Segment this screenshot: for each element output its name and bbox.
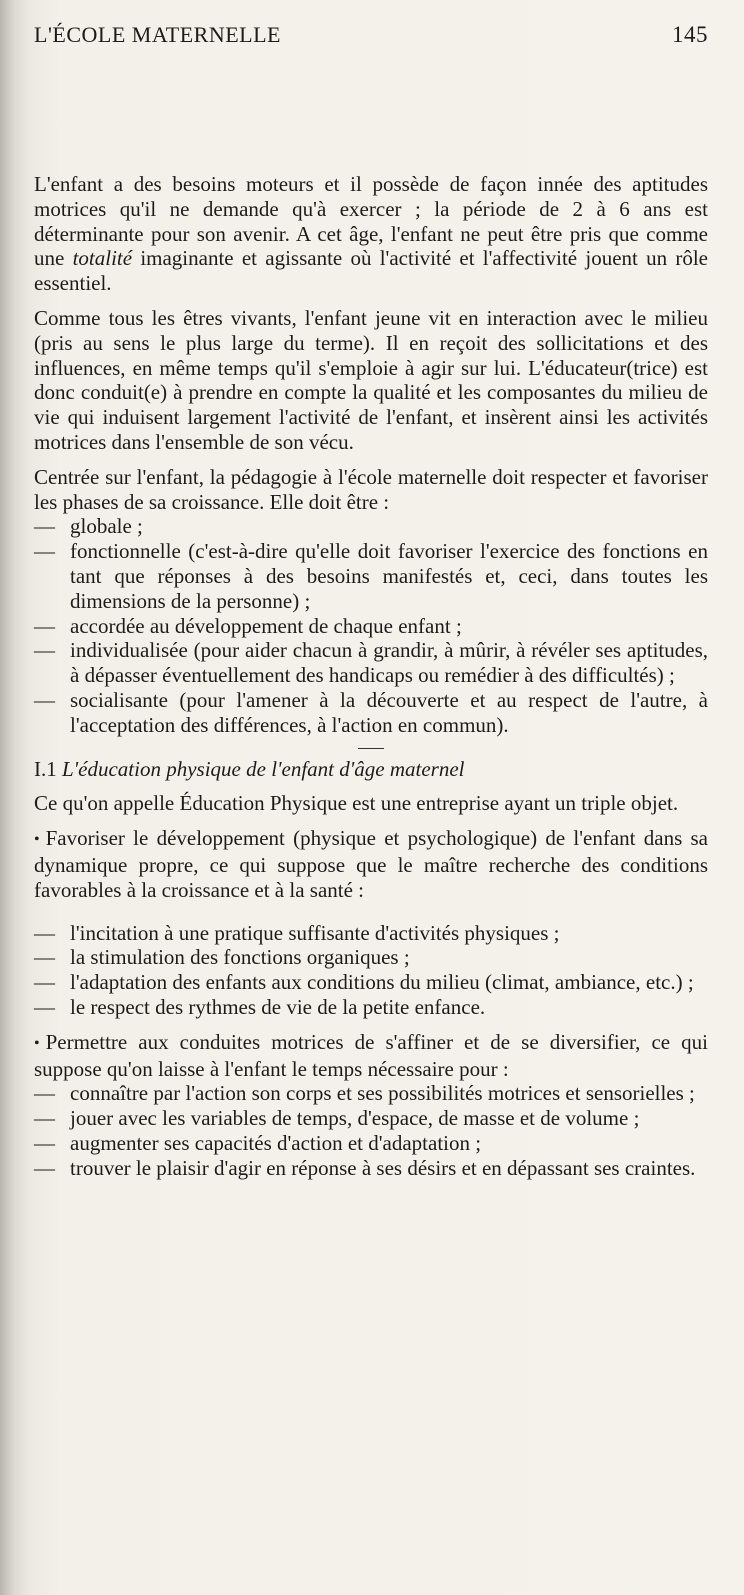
paragraph-1-part-a: L'enfant a des besoins moteurs et il possède de façon innée des aptitudes motrices qu'il ne demande qu'à exercer ; la période de 2 à 6 ans est déterminante pour son avenir. A cet âge, l'enfant ne peut être pris que comme une xyxy=(34,172,708,271)
list-item: — jouer avec les variables de temps, d'espace, de masse et de volume ; xyxy=(34,1106,708,1131)
list-item: — augmenter ses capacités d'action et d'adaptation ; xyxy=(34,1131,708,1156)
separator-rule xyxy=(358,748,384,749)
list-item: — globale ; xyxy=(34,514,708,539)
section-heading xyxy=(34,757,708,782)
bullet-dot-icon: • xyxy=(34,1034,40,1052)
list-item: — accordée au développement de chaque enfant ; xyxy=(34,614,708,639)
section-intro: Ce qu'on appelle Éducation Physique est une entreprise ayant un triple objet. xyxy=(34,791,679,816)
bullet-paragraph-2 xyxy=(34,1030,708,1082)
section-title: L'éducation physique de l'enfant d'âge maternel xyxy=(62,756,465,781)
pedagogy-list xyxy=(34,514,708,737)
section-number: I.1 xyxy=(34,756,57,781)
page-header xyxy=(34,0,708,48)
health-conditions-list xyxy=(34,921,708,1020)
bullet-paragraph-1 xyxy=(34,826,708,902)
paragraph-1-emphasis: totalité xyxy=(72,246,133,271)
bullet-paragraph-1-text: Favoriser le développement (physique et psychologique) de l'enfant dans sa dynamique propre, ce qui suppose que le maître recherche des conditions favorables à la croissance et à la santé : xyxy=(34,826,708,902)
running-title: L'ÉCOLE MATERNELLE xyxy=(34,22,281,47)
bullet-dot-icon: • xyxy=(34,831,40,849)
paragraph-2: Comme tous les êtres vivants, l'enfant jeune vit en interaction avec le milieu (pris au sens le plus large du terme). Il en reçoit des sollicitations et des influences, en même temps qu'il s'emploie à agir sur lui. L'éducateur(trice) est donc conduit(e) à prendre en compte la qualité et les composantes du milieu de vie qui induisent largement l'activité de l'enfant, et insèrent ainsi les activités motrices dans l'ensemble de son vécu. xyxy=(34,305,708,454)
page-body xyxy=(34,172,708,1180)
motor-conduct-list xyxy=(34,1081,708,1180)
paragraph-1-part-b: imaginante et agissante où l'activité et l'affectivité jouent un rôle essentiel. xyxy=(34,246,708,296)
paragraph-3: Centrée sur l'enfant, la pédagogie à l'école maternelle doit respecter et favoriser les phases de sa croissance. Elle doit être : xyxy=(34,464,708,514)
list-item: — l'incitation à une pratique suffisante d'activités physiques ; xyxy=(34,921,708,946)
list-item: — trouver le plaisir d'agir en réponse à ses désirs et en dépassant ses craintes. xyxy=(34,1156,708,1181)
list-item: — connaître par l'action son corps et ses possibilités motrices et sensorielles ; xyxy=(34,1081,708,1106)
list-item: — l'adaptation des enfants aux conditions du milieu (climat, ambiance, etc.) ; xyxy=(34,970,708,995)
list-item: — individualisée (pour aider chacun à grandir, à mûrir, à révéler ses aptitudes, à dépasser éventuellement des handicaps ou remédier à des difficultés) ; xyxy=(34,638,708,688)
list-item: — le respect des rythmes de vie de la petite enfance. xyxy=(34,995,708,1020)
bullet-paragraph-2-text: Permettre aux conduites motrices de s'affiner et de se diversifier, ce qui suppose qu'on laisse à l'enfant le temps nécessaire pour : xyxy=(34,1029,708,1081)
list-item: — socialisante (pour l'amener à la découverte et au respect de l'autre, à l'acceptation des différences, à l'action en commun). xyxy=(34,688,708,738)
list-item: — la stimulation des fonctions organiques ; xyxy=(34,945,708,970)
list-item: — fonctionnelle (c'est-à-dire qu'elle doit favoriser l'exercice des fonctions en tant que réponses à des besoins manifestés et, ceci, dans toutes les dimensions de la personne) ; xyxy=(34,539,708,613)
paragraph-1 xyxy=(34,172,708,296)
page-number: 145 xyxy=(672,22,708,47)
